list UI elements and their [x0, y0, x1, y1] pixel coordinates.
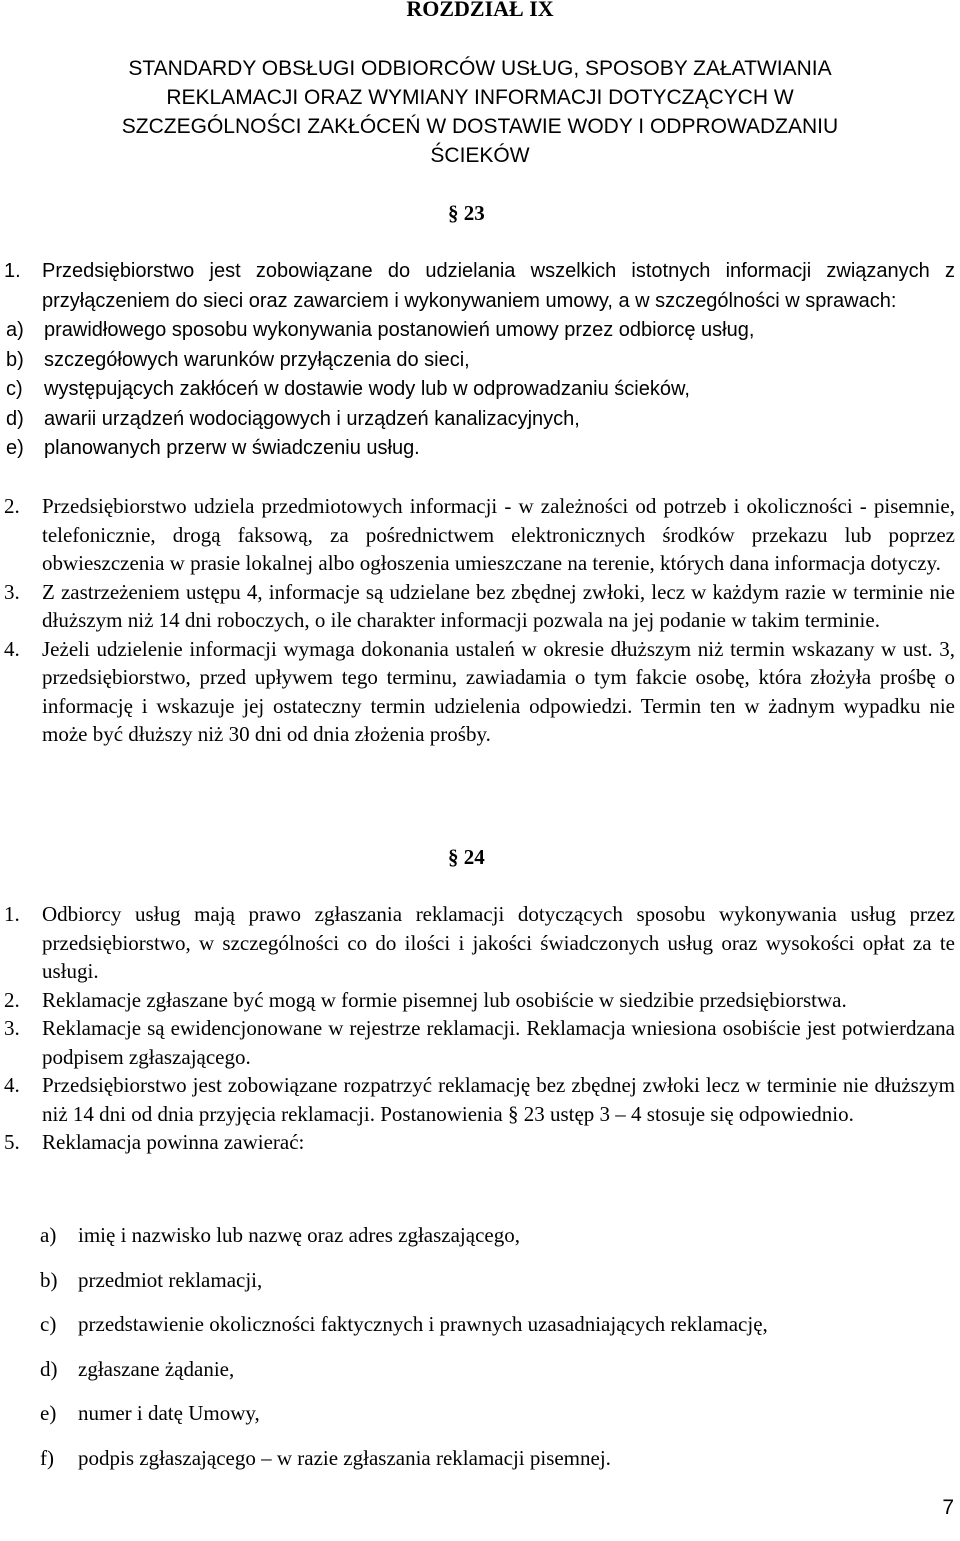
- list-item-label: a): [40, 1223, 57, 1247]
- list-item: [0, 346, 960, 376]
- section-24-paragraph-5-list: [0, 1221, 960, 1488]
- chapter-title: ROZDZIAŁ IX: [406, 0, 554, 21]
- list-item-label: d): [40, 1356, 58, 1381]
- list-item-text: przedmiot reklamacji,: [78, 1267, 263, 1292]
- paragraph-text: Reklamacja powinna zawierać:: [42, 1130, 305, 1154]
- list-item-label: b): [40, 1267, 58, 1292]
- list-item-text: prawidłowego sposobu wykonywania postanowień umowy przez odbiorcę usług,: [44, 319, 755, 341]
- paragraph-number: 1.: [4, 902, 20, 926]
- paragraph-number: 5.: [4, 1130, 20, 1154]
- paragraph-text: Przedsiębiorstwo jest zobowiązane do udzielania wszelkich istotnych informacji związanych z przyłączeniem do sieci oraz zawarciem i wykonywaniem umowy, a w szczególności w sprawach:: [42, 260, 955, 312]
- list-item-label: b): [6, 348, 24, 371]
- subtitle-line: STANDARDY OBSŁUGI ODBIORCÓW USŁUG, SPOSOBY ZAŁATWIANIA: [128, 57, 832, 80]
- paragraph-number: 2.: [4, 987, 20, 1012]
- section-23-heading: § 23: [448, 201, 485, 225]
- section-23-paragraphs-2-4: [0, 492, 960, 749]
- section-24-paragraph-3: [0, 1014, 960, 1071]
- paragraph-text: Jeżeli udzielenie informacji wymaga dokonania ustaleń w okresie dłuższym niż termin wskazany w ust. 3, przedsiębiorstwo, przed upływem tego terminu, zawiadamia o tym fakcie osobę, która złożyła prośbę o informację i wskazuje jej ostateczny termin udzielenia odpowiedzi. Termin ten w żadnym wypadku nie może być dłuższy niż 30 dni od dnia złożenia prośby.: [42, 636, 955, 746]
- paragraph-text: Reklamacje są ewidencjonowane w rejestrze reklamacji. Reklamacja wniesiona osobiście jest potwierdzana podpisem zgłaszającego.: [42, 1016, 955, 1069]
- section-24-paragraph-4: [0, 1071, 960, 1128]
- paragraph-text: Przedsiębiorstwo udziela przedmiotowych informacji - w zależności od potrzeb i okoliczności - pisemnie, telefonicznie, drogą faksową, za pośrednictwem elektronicznych środków przekazu lub poprzez obwieszczenia w prasie lokalnej albo ogłoszenia umieszczane na terenie, których dana informacja dotyczy.: [42, 494, 955, 575]
- section-23-paragraph-4: [0, 635, 960, 749]
- section-24-paragraph-5: [0, 1128, 960, 1157]
- list-item: [0, 375, 960, 405]
- paragraph-number: 3.: [4, 579, 20, 604]
- paragraph-number: 2.: [4, 494, 20, 518]
- section-23-paragraph-2: [0, 492, 960, 578]
- list-item-text: występujących zakłóceń w dostawie wody lub w odprowadzaniu ścieków,: [44, 378, 690, 400]
- paragraph-number: 1.: [4, 260, 21, 282]
- list-item-label: f): [40, 1445, 54, 1470]
- section-24-heading: § 24: [448, 845, 485, 869]
- paragraph-text: Odbiorcy usług mają prawo zgłaszania reklamacji dotyczących sposobu wykonywania usług przez przedsiębiorstwo, w szczególności co do ilości i jakości świadczonych usług oraz wysokości opłat za te usługi.: [42, 902, 955, 983]
- list-item: [0, 1266, 960, 1295]
- list-item: [0, 434, 960, 464]
- list-item-text: imię i nazwisko lub nazwę oraz adres zgłaszającego,: [78, 1223, 520, 1247]
- list-item-label: a): [6, 319, 24, 341]
- list-item-label: e): [6, 437, 24, 459]
- list-item-text: szczegółowych warunków przyłączenia do sieci,: [44, 348, 470, 371]
- chapter-subtitle: [40, 54, 920, 170]
- section-24-body: [0, 900, 960, 1157]
- section-23-paragraph-1: [0, 257, 960, 464]
- list-item-label: d): [6, 407, 24, 430]
- list-item-text: numer i datę Umowy,: [78, 1401, 260, 1425]
- list-item: [0, 1399, 960, 1428]
- subtitle-line: REKLAMACJI ORAZ WYMIANY INFORMACJI DOTYCZĄCYCH W: [166, 86, 794, 109]
- list-item-text: podpis zgłaszającego – w razie zgłaszania reklamacji pisemnej.: [78, 1445, 611, 1470]
- section-23-paragraph-3: [0, 578, 960, 635]
- list-item-text: awarii urządzeń wodociągowych i urządzeń kanalizacyjnych,: [44, 407, 580, 430]
- paragraph-text: Przedsiębiorstwo jest zobowiązane rozpatrzyć reklamację bez zbędnej zwłoki lecz w terminie nie dłuższym niż 14 dni od dnia przyjęcia reklamacji. Postanowienia § 23 ustęp 3 – 4 stosuje się odpowiednio.: [42, 1073, 955, 1126]
- list-item-label: c): [6, 378, 23, 400]
- paragraph-number: 4.: [4, 636, 20, 661]
- list-item: [0, 1355, 960, 1384]
- paragraph-text: Z zastrzeżeniem ustępu 4, informacje są udzielane bez zbędnej zwłoki, lecz w każdym razie w terminie nie dłuższym niż 14 dni roboczych, o ile charakter informacji pozwala na jej podanie w takim terminie.: [42, 579, 955, 632]
- list-item: [0, 1444, 960, 1473]
- subtitle-line: ŚCIEKÓW: [430, 144, 530, 167]
- section-24-paragraph-1: [0, 900, 960, 986]
- list-item-text: planowanych przerw w świadczeniu usług.: [44, 437, 420, 459]
- list-item: [0, 405, 960, 435]
- list-item: [0, 1221, 960, 1250]
- subtitle-line: SZCZEGÓLNOŚCI ZAKŁÓCEŃ W DOSTAWIE WODY I ODPROWADZANIU: [121, 115, 839, 138]
- section-24-paragraph-2: [0, 986, 960, 1015]
- list-item-text: przedstawienie okoliczności faktycznych i prawnych uzasadniających reklamację,: [78, 1312, 768, 1336]
- list-item-label: e): [40, 1401, 57, 1425]
- paragraph-number: 3.: [4, 1016, 20, 1040]
- list-item: [0, 316, 960, 346]
- page-number: 7: [942, 1496, 954, 1519]
- paragraph-number: 4.: [4, 1073, 20, 1097]
- paragraph-text: Reklamacje zgłaszane być mogą w formie pisemnej lub osobiście w siedzibie przedsiębiorstwa.: [42, 987, 847, 1012]
- list-item-label: c): [40, 1312, 57, 1336]
- list-item-text: zgłaszane żądanie,: [78, 1356, 235, 1381]
- list-item: [0, 1310, 960, 1339]
